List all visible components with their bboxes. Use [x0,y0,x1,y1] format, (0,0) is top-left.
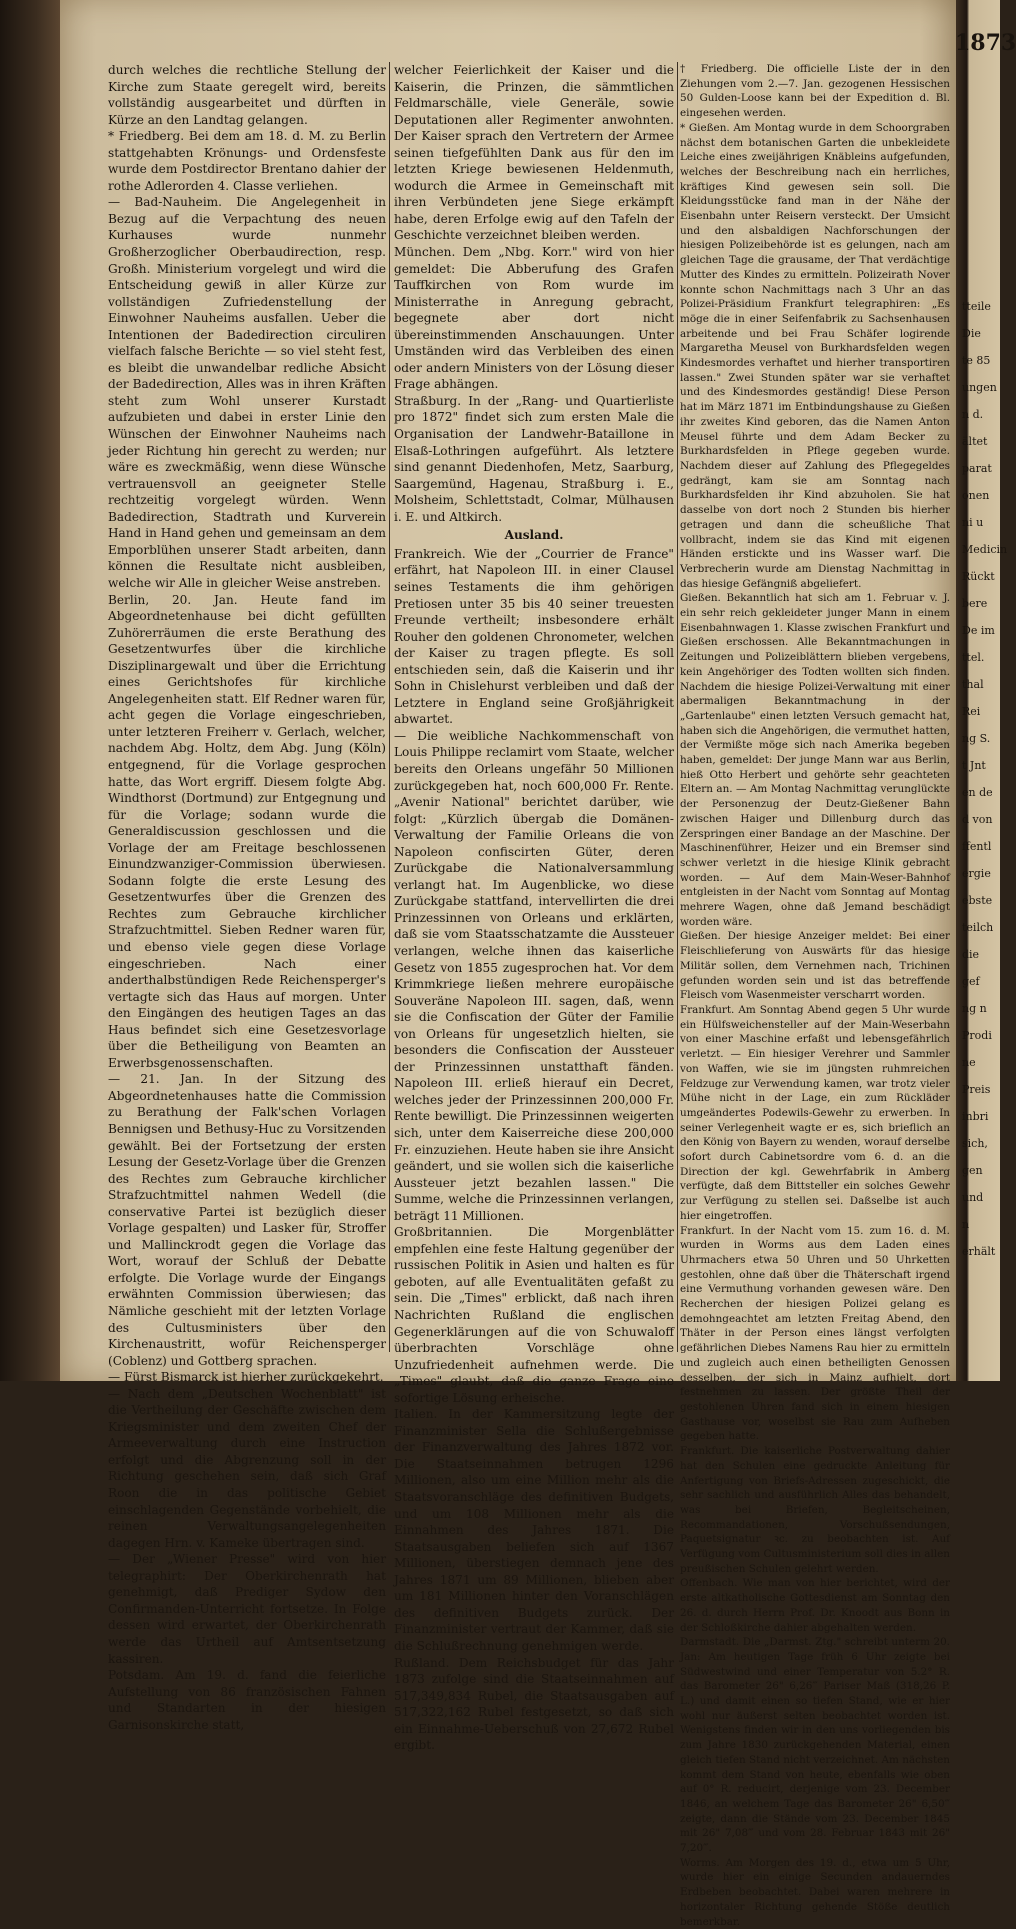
column-1 [108,62,386,1732]
article-giessen-2: Gießen. Bekanntlich hat sich am 1. Februar v. J. ein sehr reich gekleideter junger Mann in einem Eisenbahnwagen 1. Klasse zwischen Frankfurt und Gießen erschossen. Alle Bekanntmachungen in Zeitungen und Polizeiblättern blieben vergebens, kein Angehöriger des Todten wollten sich finden. Nachdem die hiesige Polizei-Verwaltung mit einer abermaligen Bekanntmachung in der „Gartenlaube" einen letzten Versuch gemacht hat, haben sich die Angehörigen, die vermuthet hatten, der Vermißte möge sich nach Amerika begeben haben, gemeldet: Der junge Mann war aus Berlin, hieß Otto Herbert und gehörte sehr geachteten Eltern an. — Am Montag Nachmittag verunglückte der Personenzug der Deutz-Gießener Bahn zwischen Haiger und Dillenburg durch das Zerspringen einer Bandage an der Maschine. Der Maschinenführer, Heizer und ein Bremser sind schwer verletzt in die hiesige Klinik gebracht worden. — Auf dem Main-Weser-Bahnhof entgleisten in der Nacht vom Sonntag auf Montag mehrere Wagen, ohne daß Jemand beschädigt worden wäre. [680,592,950,928]
article-bismarck: — Fürst Bismarck ist hierher zurückgekehrt. [108,1370,384,1385]
article-frankreich: Frankreich. Wie der „Courrier de France" erfährt, hat Napoleon III. in einer Clausel seines Testaments die ihm gehörigen Pretiosen unter 35 bis 40 seiner treuesten Freunde vertheilt; insbesondere erhält Rouher den goldenen Chronometer, welchen der Kaiser zu tragen pflegte. Es soll entschieden sein, daß die Kaiserin und ihr Sohn in Chislehurst verbleiben und daß der Letztere in England seine Großjährigkeit abwartet. [394,546,674,727]
adjacent-page-margin-line: inbri [962,1110,989,1123]
adjacent-page-margin-line: teilch [962,921,994,934]
adjacent-page-margin-line: t Jnt [962,759,986,772]
adjacent-page-margin-line: Die [962,327,981,340]
adjacent-page-margin-line: en de [962,786,993,799]
adjacent-page-margin-line: d von [962,813,993,826]
column-rule [389,62,390,1352]
article-friedberg-award: * Friedberg. Bei dem am 18. d. M. zu Berlin stattgehabten Krönungs- und Ordensfeste wurde dem Postdirector Brentano dahier der rothe Adlerorden 4. Classe verliehen. [108,129,386,193]
article-bad-nauheim: — Bad-Nauheim. Die Angelegenheit in Bezug auf die Verpachtung des neuen Kurhauses wurde nunmehr Großherzoglicher Oberbaudirection, resp. Großh. Ministerium vorgelegt und wird die Entscheidung gewiß in aller Kürze zur vollständigen Zufriedenstellung der Einwohner Nauheims ausfallen. Ueber die Intentionen der Badedirection circuliren vielfach falsche Berichte — so viel steht fest, es bleibt die unwandelbar redliche Absicht der Badedirection, Alles was in ihren Kräften steht zum Wohl unserer Kurstadt aufzubieten und dabei in erster Linie den Wünschen der Einwohner Nauheims nach jeder Richtung hin gerecht zu werden; nur wäre es zweckmäßig, wenn diese Wünsche vertrauensvoll an geeigneter Stelle rechtzeitig vorgelegt würden. Wenn Badedirection, Stadtrath und Kurverein Hand in Hand gehen und gemeinsam an dem Emporblühen unserer Stadt arbeiten, dann können die Resultate nicht ausbleiben, welche wir Alle in gleicher Weise anstreben. [108,195,386,590]
article-potsdam: Potsdam. Am 19. d. fand die feierliche Aufstellung von 86 französischen Fahnen und Standarten in der hiesigen Garnisonskirche statt, [108,1668,386,1732]
article-wiener-presse: — Der „Wiener Presse" wird von hier telegraphirt: Der Oberkirchenrath hat genehmigt, daß Prediger Sydow den Confirmanden-Unterricht fortsetze. In Folge dessen wird erwartet, der Oberkirchenrath werde das Urtheil auf Amtsentsetzung kassiren. [108,1552,386,1666]
article-italien: Italien. In der Kammersitzung legte der Finanzminister Sella die Schlußergebnisse der Finanzverwaltung des Jahres 1872 vor. Die Staatseinnahmen betrugen 1296 Millionen, also um eine Million mehr als die Staatsvoranschläge des definitiven Budgets, und um 108 Millionen mehr als die Einnahmen des Jahres 1871. Die Staatsausgaben beliefen sich auf 1367 Millionen, überstiegen demnach jene des Jahres 1871 um 89 Millionen, blieben aber um 181 Millionen hinter den Voranschlägen des definitiven Budgets zurück. Der Finanzminister vertraut der Kammer, daß sie die Schlußrechnung genehmigen werde. [394,1407,674,1653]
adjacent-page-margin-line: Rückt [962,570,995,583]
adjacent-page-margin-line: ttel. [962,651,985,664]
article-friedberg-lose: † Friedberg. Die officielle Liste der in den Ziehungen vom 2.—7. Jan. gezogenen Hessischen 50 Gulden-Loose kann bei der Expedition d. Bl. eingesehen werden. [680,63,950,120]
article-giessen-3: Gießen. Der hiesige Anzeiger meldet: Bei einer Fleischlieferung von Auswärts für das hiesige Militär sollen, dem Vernehmen nach, Trichinen gefunden worden sein und ist das betreffende Fleisch vom Wasenmeister verscharrt worden. [680,930,950,1002]
adjacent-page-margin-line: ungen [962,381,997,394]
adjacent-page-margin-line: gen [962,1164,983,1177]
article-orleans: — Die weibliche Nachkommenschaft von Louis Philippe reclamirt vom Staate, welcher bereits den Orleans ungefähr 50 Millionen zurückgegeben hat, noch 600,000 Fr. Rente. „Avenir National" berichtet darüber, wie folgt: „Kürzlich übergab die Domänen-Verwaltung der Familie Orleans die von Napoleon confiscirten Güter, deren Zurückgabe die Nationalversammlung verlangt hat. Im Augenblicke, wo diese Zurückgabe stattfand, intervellirten die drei Prinzessinnen von Orleans und erklärten, daß sie vom Staatsschatzamte die Aussteuer verlangen, welche ihnen das kaiserliche Gesetz von 1855 zugesprochen hat. Vor dem Krimmkriege ließen mehrere europäische Souveräne Napoleon III. sagen, daß, wenn sie die Confiscation der Güter der Familie von Orleans für ungesetzlich hielten, sie besonders die Confiscation der Aussteuer der Prinzessinnen unstatthaft fänden. Napoleon III. erließ hierauf ein Decret, welches jeder der Prinzessinnen 200,000 Fr. Rente bewilligt. Die Prinzessinnen weigerten sich, unter dem Kaiserreiche diese 200,000 Fr. einzuziehen. Heute haben sie ihre Ansicht geändert, und sie wollen sich die kaiserliche Aussteuer jetzt bezahlen lassen." Die Summe, welche die Prinzessinnen verlangen, beträgt 11 Millionen. [394,728,674,1223]
adjacent-page-margin-line: ng n [962,1002,987,1015]
article-berlin-21: — 21. Jan. In der Sitzung des Abgeordnetenhauses hatte die Commission zu Berathung der Falk'schen Vorlagen Bennigsen und Bethusy-Huc zu Vorsitzenden gewählt. Bei der Fortsetzung der ersten Lesung der Gesetz-Vorlage über die Grenzen des Rechtes zum Gebrauche kirchlicher Strafzuchtmittel nahmen Wedell (die conservative Partei ist bezüglich dieser Vorlage gespalten) und Lasker für, Stroffer und Mallinckrodt gegen die Vorlage das Wort, worauf der Schluß der Debatte erfolgte. Die Vorlage wurde der Eingangs erwähnten Commission überwiesen; das Nämliche geschieht mit der letzten Vorlage des Cultusministers über den Kirchenaustritt, wofür Reichensperger (Coblenz) und Gottberg sprachen. [108,1072,386,1368]
adjacent-page-margin-line: te 85 [962,354,991,367]
column-3 [680,62,950,1928]
column-2 [394,62,674,1753]
section-heading-ausland: Ausland. [504,528,564,543]
adjacent-page-margin-line: tteile [962,300,991,313]
adjacent-page-margin-line: De im [962,624,995,637]
adjacent-page-margin-line: parat [962,462,992,475]
adjacent-page-margin-line: bere [962,597,988,610]
adjacent-page-margin-line: ni u [962,516,984,529]
article-muenchen: München. Dem „Nbg. Korr." wird von hier gemeldet: Die Abberufung des Grafen Tauffkirchen von Rom wurde im Ministerrathe in Anregung gebracht, begegnete aber dort nicht übereinstimmenden Anschauungen. Unter Umständen wird das Verbleiben des einen oder andern Ministers von der Lösung dieser Frage abhängen. [394,245,674,392]
article-strassburg: Straßburg. In der „Rang- und Quartierliste pro 1872" findet sich zum ersten Male die Organisation der Landwehr-Bataillone in Elsaß-Lothringen aufgeführt. Als letztere sind genannt Diedenhofen, Metz, Saarburg, Saargemünd, Hagenau, Straßburg i. E., Molsheim, Schlettstadt, Colmar, Mülhausen i. E. und Altkirch. [394,393,674,524]
adjacent-page-margin-line: gef [962,975,980,988]
adjacent-page-margin-line: erhält [962,1245,996,1258]
adjacent-page-margin-line: thal [962,678,984,691]
adjacent-page-margin-line: ffentl [962,840,992,853]
article-wochenblatt: — Nach dem „Deutschen Wochenblatt" ist die Vertheilung der Geschäfte zwischen dem Kriegsminister und dem zweiten Chef der Armeeverwaltung durch eine Instruction erfolgt und die Abgrenzung soll in der Richtung geschehen sein, daß sich Graf Roon die in das politische Gebiet einschlagenden Gegenstände vorbehielt, die reinen Verwaltungsangelegenheiten dagegen Hrn. v. Kameke übertragen sind. [108,1386,386,1550]
article-darmstadt: Darmstadt. Die „Darmst. Ztg." schreibt unterm 20. Jan: Am heutigen Tage früh 6 Uhr zeigte bei Südwestwind und einer Temperatur von 5.2° R. das Barometer 26" 6,26‴ Pariser Maß (318,26 P. L.) und damit einen so tiefen Stand, wie er hier wohl nur äußerst selten beobachtet worden ist. Wenigstens finden wir in den uns vorliegenden bis zum Jahre 1830 zurückgehenden Material, einen gleich tiefen Stand nicht verzeichnet. Am nächsten kommt dem Stand von heute, ebenfalls wie oben auf 0° R. reducirt, derjenige vom 23. December 1846, an welchem Tage das Barometer 26" 6,50‴ zeigte, dann die Stände vom 23. December 1845 mit 26" 7,08‴ und vom 28. Februar 1843 mit 26" 7,20‴. [680,1636,950,1855]
book-spine-shadow [0,0,60,1381]
adjacent-page-margin-line: ne [962,1056,976,1069]
adjacent-page-margin-line: ng S. [962,732,991,745]
adjacent-page-margin-line: Prodi [962,1029,992,1042]
adjacent-page-margin-line: n [962,1218,970,1231]
adjacent-page-margin-line: Rei [962,705,981,718]
adjacent-page-margin-line: die [962,948,980,961]
adjacent-page-year: 1873 [955,30,1016,56]
adjacent-page-margin-line: Preis [962,1083,991,1096]
article-grossbritannien: Großbritannien. Die Morgenblätter empfehlen eine feste Haltung gegenüber der russischen Politik in Asien und halten es für geboten, auf alle Eventualitäten gefaßt zu sein. Die „Times" erblickt, daß nach ihren Nachrichten Rußland die englischen Gegenerklärungen auf die von Schuwaloff überbrachten Vorschläge ohne Unzufriedenheit aufnehmen werde. Die „Times" glaubt, daß die ganze Frage eine sofortige Lösung erheische. [394,1225,674,1405]
adjacent-page-margin-line: onen [962,489,990,502]
article-frankfurt-1: Frankfurt. Am Sonntag Abend gegen 5 Uhr wurde ein Hülfsweichensteller auf der Main-Weserbahn von einer Maschine erfaßt und lebensgefährlich verletzt. — Ein hiesiger Verehrer und Sammler von Waffen, wie sie im jüngsten ruhmreichen Feldzuge zur Verwendung kamen, war trotz vieler Mühe nicht in der Lage, ein zum Rückläder umgeändertes Podewils-Gewehr zu erwerben. In seiner Verlegenheit wagte er es, sich brieflich an den König von Bayern zu wenden, worauf derselbe sofort durch Cabinetsordre vom 6. d. an die Direction der kgl. Gewehrfabrik in Amberg verfügte, daß dem Bittsteller ein solches Gewehr zur Verfügung zu stellen sei. Daßselbe ist auch hier eingetroffen. [680,1004,950,1222]
article-worms: Worms. Am Morgen des 19. d., etwa um 5 Uhr, wurde hier ein einige Secunden andauerndes Erdbeben beobachtet. Dabei waren mehrere in horizontaler Richtung gehende Stöße deutlich bemerkbar. [680,1856,950,1928]
adjacent-page-margin-line: ebste [962,894,993,907]
article: durch welches die rechtliche Stellung der Kirche zum Staate geregelt wird, bereits vollständig ausgearbeitet und dürften in Kürze an den Landtag gelangen. [108,63,386,127]
adjacent-page-margin-line: Medicin [962,543,1008,556]
article-offenbach: Offenbach. Wie man von hier berichtet, wird der erste altkatholische Gottesdienst am Sonntag den 26. d. durch Herrn Prof. Dr. Knoodt aus Bonn in der Schloßkirche dahier abgehalten werden. [680,1577,950,1634]
column-rule [677,62,678,1352]
adjacent-page-margin-line: und [962,1191,984,1204]
adjacent-page-margin-line: ältet [962,435,988,448]
adjacent-page-margin-line: ergie [962,867,991,880]
adjacent-page-margin-line: sich, [962,1137,988,1150]
article-berlin-20: Berlin, 20. Jan. Heute fand im Abgeordnetenhause bei dicht gefüllten Zuhörerräumen die erste Berathung des Gesetzentwurfes über die kirchliche Disziplinargewalt und über die Errichtung eines Gerichtshofes für kirchliche Angelegenheiten statt. Elf Redner waren für, acht gegen die Vorlage eingeschrieben, unter letzteren Freiherr v. Gerlach, welcher, nachdem Abg. Holtz, dem Abg. Jung (Köln) entgegnend, für die Vorlage gesprochen hatte, das Wort ergriff. Diesem folgte Abg. Windthorst (Dortmund) zur Entgegnung und für die Vorlage; sodann wurde die Generaldiscussion geschlossen und die Vorlage der am Freitage beschlossenen Einundzwanziger-Commission überwiesen. Sodann folgte die erste Lesung des Gesetzentwurfes über die Grenzen des Rechtes zum Gebrauche kirchlicher Strafzuchtmittel. Sieben Redner waren für, und ebenso viele gegen diese Vorlage eingeschrieben. Nach einer anderthalbstündigen Rede Reichensperger's vertagte sich das Haus auf morgen. Unter den Eingängen des heutigen Tages an das Haus befindet sich eine Gesetzesvorlage über die Betheiligung von Beamten an Erwerbsgenossenschaften. [108,592,386,1070]
article-frankfurt-3: Frankfurt. Die kaiserliche Postverwaltung dahier hat den Schulen eine gedruckte Anleitung für Anfertigung von Briefs-Adressen zugeschickt, die sehr sachlich und ausführlich Alles das behandelt, was bei Briefen, Begleitscheinen, Recommandationen, Vorschußsendungen, Paquetsignatur ꝛc. zu beobachten ist. Auf Verfügung vom Cultusministerium soll dies in allen preußischen Schulen gelehrt werden. [680,1445,950,1575]
adjacent-page-margin-line: n d. [962,408,984,421]
article-frankfurt-2: Frankfurt. In der Nacht vom 15. zum 16. d. M. wurden in Worms aus dem Laden eines Uhrmachers etwa 50 Uhren und 50 Uhrketten gestohlen, ohne daß über die Thäterschaft irgend eine Vermuthung vorhanden gewesen wäre. Den Recherchen der hiesigen Polizei gelang es demohngeachtet am letzten Freitag Abend, den Thäter in der Person eines längst verfolgten gefährlichen Diebes Namens Rau hier zu ermitteln und zugleich auch einen betheiligten Genossen desselben, der sich in Mainz aufhielt, dort festnehmen zu lassen. Der größte Theil der gestohlenen Uhren fand sich in einem hiesigen Gasthause vor, woselbst sie Rau zum Aufheben gegeben hatte. [680,1224,950,1443]
article-giessen-1: * Gießen. Am Montag wurde in dem Schoorgraben nächst dem botanischen Garten die unbekleidete Leiche eines zweijährigen Knäbleins aufgefunden, welches der Beschreibung nach ein herrliches, kräftiges Kind gewesen sein soll. Die Kleidungsstücke fand man in der Nähe der Eisenbahn unter Reisern versteckt. Der Umsicht und den alsbaldigen Nachforschungen der hiesigen Polizeibehörde ist es gelungen, nach am gleichen Tage die grausame, der That verdächtige Mutter des Kindes zu ermitteln. Polizeirath Nover konnte schon Nachmittags nach 3 Uhr an das Polizei-Präsidium Frankfurt telegraphiren: „Es möge die in einer Seifenfabrik zu Sachsenhausen arbeitende und bei Frau Schäfer logirende Margaretha Meusel von Burkhardsfelden wegen Kindesmordes verhaftet und hierher transportiren lassen." Zwei Stunden später war sie verhaftet und des Kindesmordes geständig! Diese Person hat im März 1871 im Entbindungshause zu Gießen ihr zweites Kind geboren, das die Namen Anton Meusel führte und dem Adam Becker zu Burkhardsfelden in Pflege gegeben wurde. Nachdem dieser auf Zahlung des Pflegegeldes gedrängt, kam sie am Sonntag nach Burkhardsfelden ihr Kind abzuholen. Sie hat dasselbe von dort noch 2 Stunden bis hierher getragen und dann die scheußliche That vollbracht, indem sie das Kind mit eigenen Händen erstickte und ins Wasser warf. Die Verbrecherin wurde am Dienstag Nachmittag in das hiesige Gefängniß abgeliefert. [680,121,950,590]
article-potsdam-cont: welcher Feierlichkeit der Kaiser und die Kaiserin, die Prinzen, die sämmtlichen Feldmarschälle, viele Generäle, sowie Deputationen aller Regimenter anwohnten. Der Kaiser sprach den Vertretern der Armee seinen tiefgefühlten Dank aus für den im letzten Kriege bewiesenen Heldenmuth, wodurch die Armee in Gemeinschaft mit ihren Verbündeten jene Siege erkämpft habe, deren Erfolge ewig auf den Tafeln der Geschichte verzeichnet bleiben werden. [394,63,674,243]
article-russland: Rußland. Dem Reichsbudget für das Jahr 1873 zufolge sind die Staatseinnahmen auf 517,349,834 Rubel, die Staatsausgaben auf 517,322,162 Rubel festgesetzt, so daß sich ein Einnahme-Ueberschuß von 27,672 Rubel ergibt. [394,1655,674,1753]
